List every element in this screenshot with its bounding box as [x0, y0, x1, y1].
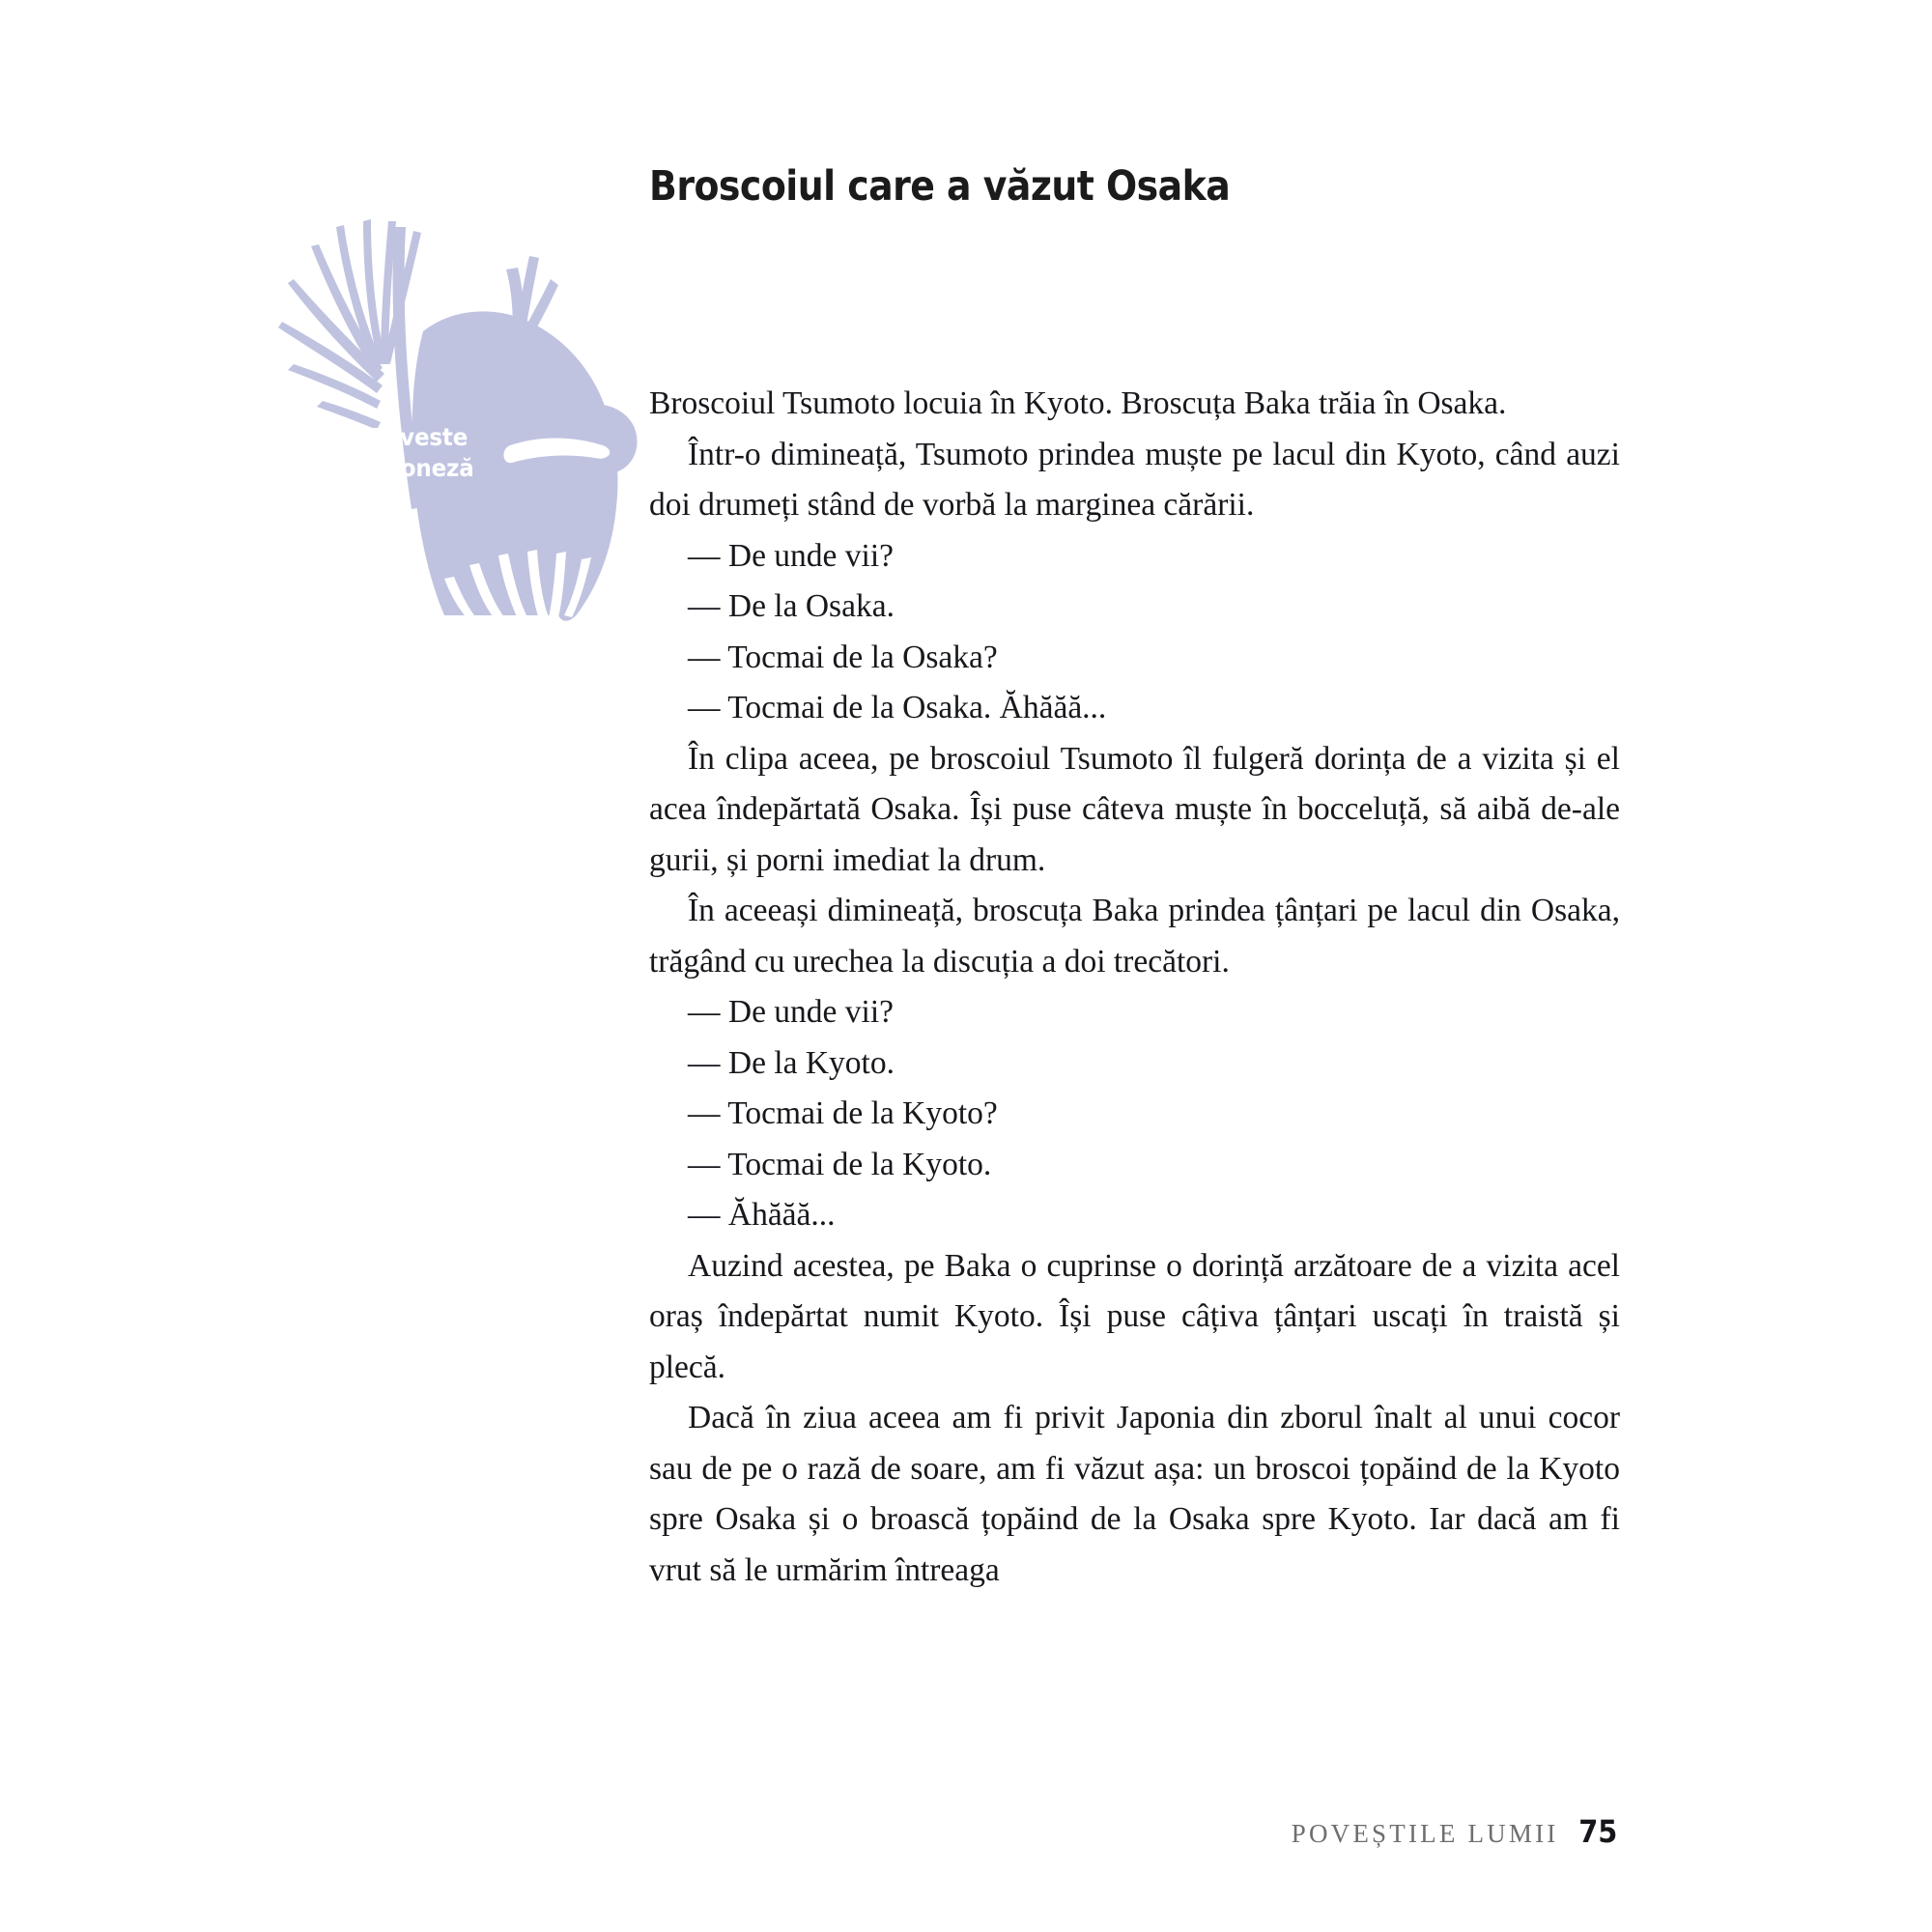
dialogue-line: — De unde vii? — [688, 537, 895, 574]
dialogue-line: — De unde vii? — [688, 994, 895, 1030]
frog-silhouette-icon — [280, 217, 628, 623]
dialogue-line: — Tocmai de la Kyoto. — [688, 1146, 992, 1182]
dialogue-line: — De la Kyoto. — [688, 1044, 895, 1081]
story-paragraph: Auzind acestea, pe Baka o cuprinse o dorință arzătoare de a vizita acel oraș îndepărtat numit Kyoto. Își puse câțiva țânțari uscați în traistă și plecă. — [649, 1247, 1620, 1385]
story-paragraph: În aceeași dimineață, broscuța Baka prindea țânțari pe lacul din Osaka, trăgând cu urechea la discuția a doi trecători. — [649, 893, 1620, 980]
frog-illustration — [280, 217, 628, 623]
footer-page-number: 75 — [1578, 1813, 1618, 1850]
story-paragraph: Broscoiul Tsumoto locuia în Kyoto. Broscuța Baka trăia în Osaka. — [649, 385, 1507, 421]
dialogue-line: — De la Osaka. — [688, 588, 895, 624]
story-paragraph: Dacă în ziua aceea am fi privit Japonia din zborul înalt al unui cocor sau de pe o rază de soare, am fi văzut așa: un broscoi țopăind de la Kyoto spre Osaka și o broască țopăind de la Osaka spre Kyoto. Iar dacă am fi vrut să le urmărim întreaga — [649, 1400, 1620, 1588]
badge-label-line-2: japoneză — [362, 453, 474, 482]
dialogue-line: — Tocmai de la Kyoto? — [688, 1095, 998, 1131]
page-footer — [1292, 1813, 1620, 1850]
story-paragraph: În clipa aceea, pe broscoiul Tsumoto îl fulgeră dorința de a vizita și el acea îndepărtată Osaka. Își puse câteva muște în bocceluță, să aibă de-ale gurii, și porni imediat la drum. — [649, 740, 1620, 878]
story-body — [649, 379, 1620, 1596]
dialogue-line: — Tocmai de la Osaka. Ăhăăă... — [688, 690, 1107, 725]
badge-label-line-1: Poveste — [368, 423, 469, 451]
story-paragraph: Într-o dimineață, Tsumoto prindea muște pe lacul din Kyoto, când auzi doi drumeți stând de vorbă la marginea cărării. — [649, 436, 1620, 523]
footer-book-title: POVEȘTILE LUMII — [1291, 1819, 1559, 1848]
dialogue-line: — Tocmai de la Osaka? — [688, 639, 998, 675]
page-title: Broscoiul care a văzut Osaka — [649, 162, 1231, 211]
dialogue-line: — Ăhăăă... — [688, 1197, 836, 1233]
